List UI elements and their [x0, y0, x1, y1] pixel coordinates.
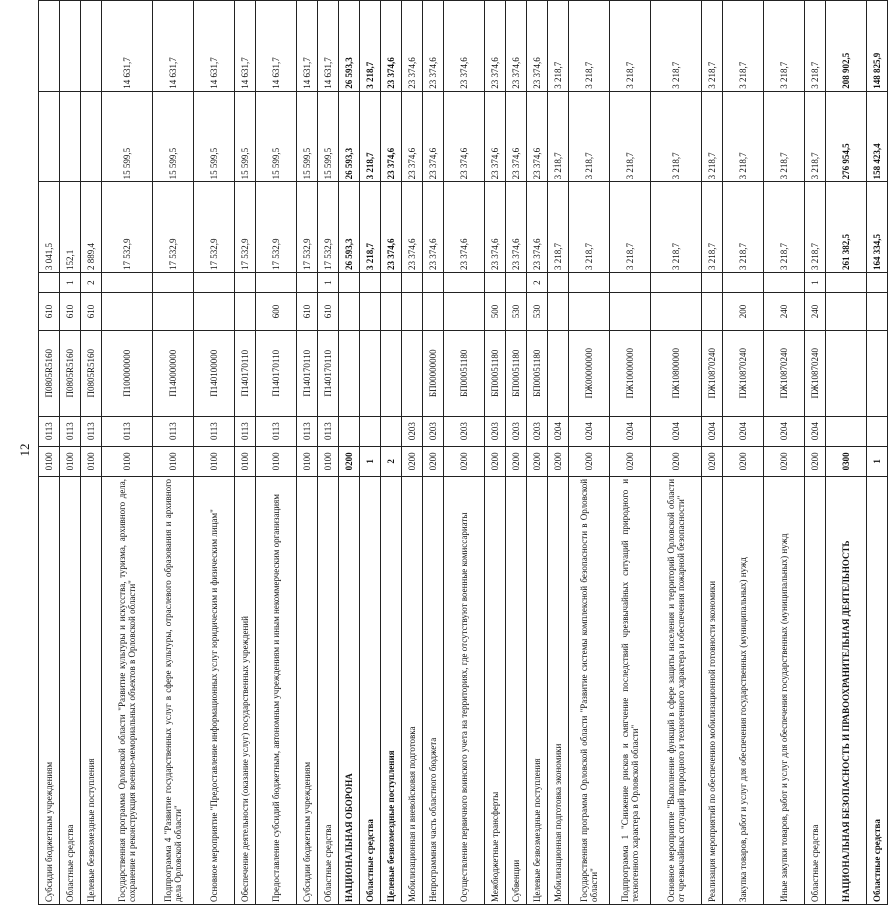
- amount-year-2: 26 593,3: [339, 91, 360, 182]
- code-article: ПЖ10870240: [723, 330, 764, 416]
- amount-year-3: 23 374,6: [485, 1, 506, 92]
- code-source: [102, 273, 153, 293]
- code-expense-type: 530: [527, 293, 548, 331]
- code-section: 0200: [702, 446, 723, 476]
- code-expense-type: [702, 293, 723, 331]
- amount-year-1: 17 532,9: [297, 182, 318, 273]
- row-name: Областные средства: [805, 476, 826, 904]
- amount-year-1: 23 374,6: [485, 182, 506, 273]
- amount-year-2: 3 218,7: [651, 91, 702, 182]
- row-name: Межбюджетные трансферты: [485, 476, 506, 904]
- amount-year-2: 276 954,5: [826, 91, 867, 182]
- amount-year-2: 15 599,5: [153, 91, 194, 182]
- amount-year-1: 23 374,6: [527, 182, 548, 273]
- code-subsection: 0204: [723, 416, 764, 446]
- amount-year-2: [81, 91, 102, 182]
- code-section: 0100: [235, 446, 256, 476]
- rotated-sheet: [38, 0, 882, 905]
- code-section: 0200: [610, 446, 651, 476]
- row-name: Целевые безвозмездные поступления: [381, 476, 402, 904]
- amount-year-2: 3 218,7: [569, 91, 610, 182]
- table-row: [256, 1, 297, 905]
- amount-year-1: 23 374,6: [381, 182, 402, 273]
- amount-year-3: 14 631,7: [194, 1, 235, 92]
- amount-year-1: 23 374,6: [444, 182, 485, 273]
- amount-year-2: 15 599,5: [235, 91, 256, 182]
- amount-year-1: 23 374,6: [423, 182, 444, 273]
- amount-year-3: 14 631,7: [153, 1, 194, 92]
- code-expense-type: 610: [297, 293, 318, 331]
- row-name: Реализация мероприятий по обеспечению мобилизационной готовности экономики: [702, 476, 723, 904]
- code-source: [256, 273, 297, 293]
- code-expense-type: 610: [60, 293, 81, 331]
- code-section: 0200: [569, 446, 610, 476]
- table-row: [39, 1, 60, 905]
- amount-year-3: [81, 1, 102, 92]
- amount-year-2: 23 374,6: [402, 91, 423, 182]
- code-section: 0200: [527, 446, 548, 476]
- amount-year-1: 3 218,7: [548, 182, 569, 273]
- table-row: [826, 1, 867, 905]
- row-name: Областные средства: [318, 476, 339, 904]
- row-name: Иные закупки товаров, работ и услуг для обеспечения государственных (муниципальных) нужд: [764, 476, 805, 904]
- table-row: [527, 1, 548, 905]
- code-subsection: 0203: [444, 416, 485, 446]
- code-subsection: 0113: [235, 416, 256, 446]
- amount-year-2: [39, 91, 60, 182]
- amount-year-3: 23 374,6: [402, 1, 423, 92]
- amount-year-1: 17 532,9: [318, 182, 339, 273]
- code-article: ПЖ10800000: [651, 330, 702, 416]
- code-expense-type: 610: [39, 293, 60, 331]
- code-expense-type: [402, 293, 423, 331]
- code-expense-type: 200: [723, 293, 764, 331]
- row-name: Основное мероприятие "Предоставление информационных услуг юридическим и физическим лицам": [194, 476, 235, 904]
- table-row: [444, 1, 485, 905]
- code-source: [444, 273, 485, 293]
- amount-year-3: 3 218,7: [723, 1, 764, 92]
- row-name: Областные средства: [360, 476, 381, 904]
- row-name: Подпрограмма 4 "Развитие государственных услуг в сфере культуры, отраслевого образования и архивного дела Орловской области": [153, 476, 194, 904]
- code-source: [506, 273, 527, 293]
- amount-year-2: 15 599,5: [256, 91, 297, 182]
- row-name: Осуществление первичного воинского учета на территориях, где отсутствуют военные комиссариаты: [444, 476, 485, 904]
- code-expense-type: [153, 293, 194, 331]
- code-article: БП00000000: [423, 330, 444, 416]
- code-expense-type: 530: [506, 293, 527, 331]
- amount-year-1: 17 532,9: [235, 182, 256, 273]
- code-subsection: 0113: [256, 416, 297, 446]
- code-article: ПЖ00000000: [569, 330, 610, 416]
- row-name: Подпрограмма 1 "Снижение рисков и смягчение последствий чрезвычайных ситуаций природного и техногенного характера в Орловской области": [610, 476, 651, 904]
- code-expense-type: [339, 293, 360, 331]
- code-article: П140000000: [153, 330, 194, 416]
- code-section: 0200: [805, 446, 826, 476]
- code-article: П140170110: [297, 330, 318, 416]
- code-source: [485, 273, 506, 293]
- code-subsection: [826, 416, 867, 446]
- code-source: [339, 273, 360, 293]
- amount-year-1: 23 374,6: [402, 182, 423, 273]
- amount-year-1: 17 532,9: [102, 182, 153, 273]
- code-article: П0805R5160: [39, 330, 60, 416]
- code-subsection: 0203: [527, 416, 548, 446]
- code-section: 2: [381, 446, 402, 476]
- code-source: 1: [805, 273, 826, 293]
- amount-year-1: 3 218,7: [805, 182, 826, 273]
- row-name: Государственная программа Орловской области "Развитие культуры и искусства, туризма, архивного дела, сохранение и реконструкция военно-мемориальных объектов в Орловской области": [102, 476, 153, 904]
- code-expense-type: [102, 293, 153, 331]
- code-section: 0200: [506, 446, 527, 476]
- amount-year-3: 23 374,6: [423, 1, 444, 92]
- code-article: [360, 330, 381, 416]
- code-expense-type: [444, 293, 485, 331]
- amount-year-3: 14 631,7: [235, 1, 256, 92]
- table-row: [339, 1, 360, 905]
- code-source: [826, 273, 867, 293]
- table-row: [153, 1, 194, 905]
- amount-year-1: 3 218,7: [360, 182, 381, 273]
- table-row: [867, 1, 888, 905]
- code-expense-type: 240: [805, 293, 826, 331]
- amount-year-2: 3 218,7: [764, 91, 805, 182]
- code-source: [297, 273, 318, 293]
- code-article: ПЖ10000000: [610, 330, 651, 416]
- amount-year-2: 3 218,7: [805, 91, 826, 182]
- amount-year-2: 23 374,6: [485, 91, 506, 182]
- table-row: [723, 1, 764, 905]
- amount-year-1: 26 593,3: [339, 182, 360, 273]
- code-source: [381, 273, 402, 293]
- amount-year-1: 3 218,7: [651, 182, 702, 273]
- amount-year-3: 23 374,6: [444, 1, 485, 92]
- amount-year-2: 23 374,6: [527, 91, 548, 182]
- amount-year-3: 14 631,7: [318, 1, 339, 92]
- table-row: [102, 1, 153, 905]
- code-source: [867, 273, 888, 293]
- table-row: [423, 1, 444, 905]
- table-row: [402, 1, 423, 905]
- amount-year-2: [60, 91, 81, 182]
- row-name: Мобилизационная подготовка экономики: [548, 476, 569, 904]
- amount-year-2: 3 218,7: [610, 91, 651, 182]
- table-row: [81, 1, 102, 905]
- table-row: [360, 1, 381, 905]
- budget-table: [38, 0, 888, 905]
- code-section: 0200: [764, 446, 805, 476]
- code-subsection: 0204: [548, 416, 569, 446]
- code-subsection: 0204: [764, 416, 805, 446]
- code-subsection: 0113: [194, 416, 235, 446]
- amount-year-3: 3 218,7: [651, 1, 702, 92]
- amount-year-1: 3 218,7: [610, 182, 651, 273]
- code-source: 1: [60, 273, 81, 293]
- table-row: [235, 1, 256, 905]
- code-source: [39, 273, 60, 293]
- code-expense-type: [826, 293, 867, 331]
- code-subsection: 0113: [81, 416, 102, 446]
- amount-year-3: 3 218,7: [764, 1, 805, 92]
- amount-year-3: 3 218,7: [569, 1, 610, 92]
- amount-year-2: 15 599,5: [297, 91, 318, 182]
- code-subsection: 0113: [60, 416, 81, 446]
- code-article: П140100000: [194, 330, 235, 416]
- amount-year-1: 3 041,5: [39, 182, 60, 273]
- code-subsection: 0113: [297, 416, 318, 446]
- code-section: 0100: [318, 446, 339, 476]
- code-section: 1: [867, 446, 888, 476]
- code-expense-type: [360, 293, 381, 331]
- amount-year-3: 23 374,6: [381, 1, 402, 92]
- table-row: [805, 1, 826, 905]
- code-source: 2: [527, 273, 548, 293]
- table-frame: [38, 0, 882, 905]
- amount-year-2: 23 374,6: [381, 91, 402, 182]
- code-expense-type: [651, 293, 702, 331]
- amount-year-3: 23 374,6: [527, 1, 548, 92]
- code-article: П100000000: [102, 330, 153, 416]
- code-source: [764, 273, 805, 293]
- code-source: [194, 273, 235, 293]
- amount-year-2: 23 374,6: [444, 91, 485, 182]
- code-article: [381, 330, 402, 416]
- code-source: 1: [318, 273, 339, 293]
- code-article: ПЖ10870240: [764, 330, 805, 416]
- budget-table-body: [39, 1, 888, 905]
- code-subsection: 0113: [318, 416, 339, 446]
- amount-year-1: 152,1: [60, 182, 81, 273]
- amount-year-1: 2 889,4: [81, 182, 102, 273]
- table-row: [297, 1, 318, 905]
- code-article: П140170110: [318, 330, 339, 416]
- amount-year-2: 15 599,5: [102, 91, 153, 182]
- amount-year-1: 17 532,9: [153, 182, 194, 273]
- amount-year-2: 3 218,7: [548, 91, 569, 182]
- code-article: [339, 330, 360, 416]
- code-expense-type: 600: [256, 293, 297, 331]
- code-section: 0200: [339, 446, 360, 476]
- code-subsection: 0204: [702, 416, 723, 446]
- code-expense-type: [381, 293, 402, 331]
- code-section: 0200: [548, 446, 569, 476]
- code-subsection: 0203: [402, 416, 423, 446]
- code-subsection: 0113: [39, 416, 60, 446]
- code-subsection: [381, 416, 402, 446]
- code-subsection: 0203: [485, 416, 506, 446]
- code-article: [402, 330, 423, 416]
- code-expense-type: 610: [81, 293, 102, 331]
- code-subsection: 0204: [651, 416, 702, 446]
- code-source: [402, 273, 423, 293]
- amount-year-3: [60, 1, 81, 92]
- table-row: [569, 1, 610, 905]
- code-expense-type: [610, 293, 651, 331]
- amount-year-1: 3 218,7: [569, 182, 610, 273]
- code-subsection: 0204: [805, 416, 826, 446]
- amount-year-2: 23 374,6: [506, 91, 527, 182]
- code-expense-type: [235, 293, 256, 331]
- amount-year-1: 164 334,5: [867, 182, 888, 273]
- code-source: [723, 273, 764, 293]
- code-article: БП00051180: [444, 330, 485, 416]
- code-article: [826, 330, 867, 416]
- code-section: 0100: [194, 446, 235, 476]
- table-row: [764, 1, 805, 905]
- amount-year-3: 26 593,3: [339, 1, 360, 92]
- code-source: [702, 273, 723, 293]
- code-section: 0200: [402, 446, 423, 476]
- code-source: [423, 273, 444, 293]
- amount-year-3: 3 218,7: [360, 1, 381, 92]
- amount-year-1: 17 532,9: [194, 182, 235, 273]
- code-subsection: [339, 416, 360, 446]
- code-expense-type: 500: [485, 293, 506, 331]
- code-section: 0200: [651, 446, 702, 476]
- code-expense-type: [569, 293, 610, 331]
- code-article: БП00051180: [506, 330, 527, 416]
- code-section: 0200: [423, 446, 444, 476]
- table-row: [194, 1, 235, 905]
- row-name: НАЦИОНАЛЬНАЯ БЕЗОПАСНОСТЬ И ПРАВООХРАНИТЕЛЬНАЯ ДЕЯТЕЛЬНОСТЬ: [826, 476, 867, 904]
- table-row: [485, 1, 506, 905]
- code-subsection: 0203: [423, 416, 444, 446]
- amount-year-2: 158 423,4: [867, 91, 888, 182]
- row-name: Мобилизационная и вневойсковая подготовка: [402, 476, 423, 904]
- code-subsection: 0113: [153, 416, 194, 446]
- table-row: [651, 1, 702, 905]
- amount-year-3: 14 631,7: [297, 1, 318, 92]
- code-subsection: [867, 416, 888, 446]
- code-section: 0100: [256, 446, 297, 476]
- amount-year-1: 23 374,6: [506, 182, 527, 273]
- amount-year-1: 3 218,7: [702, 182, 723, 273]
- amount-year-2: 3 218,7: [360, 91, 381, 182]
- amount-year-1: 261 382,5: [826, 182, 867, 273]
- row-name: Областные средства: [60, 476, 81, 904]
- code-article: П0805R5160: [81, 330, 102, 416]
- table-row: [381, 1, 402, 905]
- amount-year-3: 148 825,9: [867, 1, 888, 92]
- code-expense-type: [194, 293, 235, 331]
- code-article: БП00051180: [485, 330, 506, 416]
- code-source: [569, 273, 610, 293]
- code-expense-type: [867, 293, 888, 331]
- amount-year-3: 208 902,5: [826, 1, 867, 92]
- code-source: [360, 273, 381, 293]
- code-article: [867, 330, 888, 416]
- code-section: 0300: [826, 446, 867, 476]
- code-expense-type: 610: [318, 293, 339, 331]
- amount-year-3: 3 218,7: [610, 1, 651, 92]
- code-source: [153, 273, 194, 293]
- code-source: 2: [81, 273, 102, 293]
- row-name: Субвенции: [506, 476, 527, 904]
- amount-year-3: 3 218,7: [548, 1, 569, 92]
- code-subsection: 0203: [506, 416, 527, 446]
- code-subsection: [360, 416, 381, 446]
- row-name: Закупка товаров, работ и услуг для обеспечения государственных (муниципальных) нужд: [723, 476, 764, 904]
- code-section: 0100: [39, 446, 60, 476]
- code-article: ПЖ10870240: [805, 330, 826, 416]
- amount-year-3: [39, 1, 60, 92]
- code-section: 0100: [297, 446, 318, 476]
- amount-year-2: 3 218,7: [723, 91, 764, 182]
- code-subsection: 0204: [610, 416, 651, 446]
- row-name: Целевые безвозмездные поступления: [81, 476, 102, 904]
- code-section: 0100: [153, 446, 194, 476]
- row-name: Субсидии бюджетным учреждениям: [39, 476, 60, 904]
- code-article: [548, 330, 569, 416]
- code-expense-type: 240: [764, 293, 805, 331]
- amount-year-1: 17 532,9: [256, 182, 297, 273]
- table-row: [610, 1, 651, 905]
- amount-year-3: 14 631,7: [256, 1, 297, 92]
- table-row: [506, 1, 527, 905]
- amount-year-2: 15 599,5: [194, 91, 235, 182]
- code-expense-type: [548, 293, 569, 331]
- code-section: 1: [360, 446, 381, 476]
- row-name: Непрограммная часть областного бюджета: [423, 476, 444, 904]
- code-article: П140170110: [235, 330, 256, 416]
- row-name: Основное мероприятие "Выполнение функций в сфере защиты населения и территорий Орловской области от чрезвычайных ситуаций природного и техногенного характера и обеспечения пожарной безопасности": [651, 476, 702, 904]
- code-article: П0805R5160: [60, 330, 81, 416]
- amount-year-3: 23 374,6: [506, 1, 527, 92]
- amount-year-1: 3 218,7: [723, 182, 764, 273]
- amount-year-2: 3 218,7: [702, 91, 723, 182]
- amount-year-2: 15 599,5: [318, 91, 339, 182]
- code-source: [651, 273, 702, 293]
- amount-year-3: 3 218,7: [702, 1, 723, 92]
- code-expense-type: [423, 293, 444, 331]
- code-source: [610, 273, 651, 293]
- code-subsection: 0204: [569, 416, 610, 446]
- code-section: 0200: [723, 446, 764, 476]
- page-number: 12: [17, 443, 32, 457]
- row-name: Предоставление субсидий бюджетным, автономным учреждениям и иным некоммерческим организациям: [256, 476, 297, 904]
- amount-year-3: 3 218,7: [805, 1, 826, 92]
- code-article: БП00051180: [527, 330, 548, 416]
- row-name: Государственная программа Орловской области "Развитие системы комплексной безопасности в Орловской области": [569, 476, 610, 904]
- row-name: НАЦИОНАЛЬНАЯ ОБОРОНА: [339, 476, 360, 904]
- row-name: Областные средства: [867, 476, 888, 904]
- code-source: [235, 273, 256, 293]
- code-article: ПЖ10870240: [702, 330, 723, 416]
- code-section: 0100: [81, 446, 102, 476]
- code-subsection: 0113: [102, 416, 153, 446]
- table-row: [702, 1, 723, 905]
- table-row: [60, 1, 81, 905]
- code-section: 0100: [60, 446, 81, 476]
- code-section: 0100: [102, 446, 153, 476]
- row-name: Целевые безвозмездные поступления: [527, 476, 548, 904]
- row-name: Обеспечение деятельности (оказание услуг) государственных учреждений: [235, 476, 256, 904]
- code-article: П140170110: [256, 330, 297, 416]
- row-name: Субсидии бюджетным учреждениям: [297, 476, 318, 904]
- code-source: [548, 273, 569, 293]
- code-section: 0200: [485, 446, 506, 476]
- code-section: 0200: [444, 446, 485, 476]
- table-row: [548, 1, 569, 905]
- amount-year-2: 23 374,6: [423, 91, 444, 182]
- amount-year-3: 14 631,7: [102, 1, 153, 92]
- table-row: [318, 1, 339, 905]
- amount-year-1: 3 218,7: [764, 182, 805, 273]
